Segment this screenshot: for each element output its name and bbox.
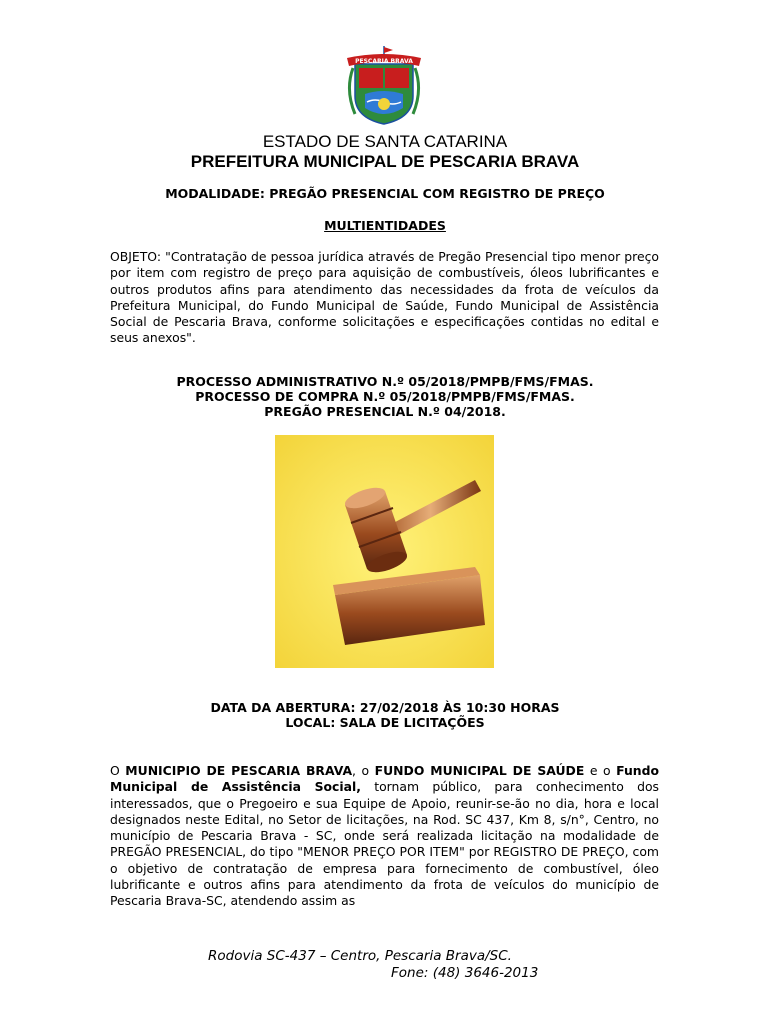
municipal-crest-icon xyxy=(345,44,423,126)
modalidade-heading: MODALIDADE: PREGÃO PRESENCIAL COM REGISTRO DE PREÇO xyxy=(165,186,605,201)
intro-bold-municipio: MUNICIPIO DE PESCARIA BRAVA xyxy=(125,763,353,778)
data-abertura: DATA DA ABERTURA: 27/02/2018 ÀS 10:30 HORAS xyxy=(210,700,560,715)
intro-bold-fms: FUNDO MUNICIPAL DE SAÚDE xyxy=(374,763,585,778)
crest-banner-text: PESCARIA BRAVA xyxy=(355,58,413,65)
processo-compra: PROCESSO DE COMPRA N.º 05/2018/PMPB/FMS/FMAS. xyxy=(195,389,575,404)
prefeitura-title: PREFEITURA MUNICIPAL DE PESCARIA BRAVA xyxy=(190,152,580,171)
objeto-paragraph: OBJETO: "Contratação de pessoa jurídica através de Pregão Presencial tipo menor preço por item com registro de preço para aquisição de combustíveis, óleos lubrificantes e outros produtos afins para atendimento das necessidades da frota de veículos da Prefeitura Municipal, do Fundo Municipal de Saúde, Fundo Municipal de Assistência Social de Pescaria Brava, conforme solicitações e especificações contidas no edital e seus anexos". xyxy=(110,249,659,346)
state-title: ESTADO DE SANTA CATARINA xyxy=(262,132,508,151)
intro-text-4: tornam público, para conhecimento dos interessados, que o Pregoeiro e sua Equipe de Apoio, reunir-se-ão no dia, hora e local designados neste Edital, no Setor de licitações, na Rod. SC 437, Km 8, s/n°, Centro, no município de Pescaria Brava - SC, onde será realizada licitação na modalidade de PREGÃO PRESENCIAL, do tipo "MENOR PREÇO POR ITEM" por REGISTRO DE PREÇO, com o objetivo de contratação de empresa para fornecimento de combustível, óleo lubrificante e outros afins para atendimento da frota de veículos do município de Pescaria Brava-SC, atendendo assim as xyxy=(110,779,659,909)
processo-administrativo: PROCESSO ADMINISTRATIVO N.º 05/2018/PMPB/FMS/FMAS. xyxy=(176,374,594,389)
intro-text-3: e o xyxy=(584,763,617,778)
footer-phone: Fone: (48) 3646-2013 xyxy=(391,965,539,981)
local-abertura: LOCAL: SALA DE LICITAÇÕES xyxy=(285,715,485,730)
intro-text-2: , o xyxy=(352,763,375,778)
gavel-icon xyxy=(275,435,494,668)
intro-text-1: O xyxy=(110,763,126,778)
intro-paragraph xyxy=(110,763,659,910)
pregao-presencial-number: PREGÃO PRESENCIAL N.º 04/2018. xyxy=(264,404,506,419)
intro-bold-fmas: Fundo Municipal de Assistência Social, xyxy=(110,763,659,795)
footer-address: Rodovia SC-437 – Centro, Pescaria Brava/SC. xyxy=(208,948,512,964)
multientidades-heading: MULTIENTIDADES xyxy=(324,218,446,233)
